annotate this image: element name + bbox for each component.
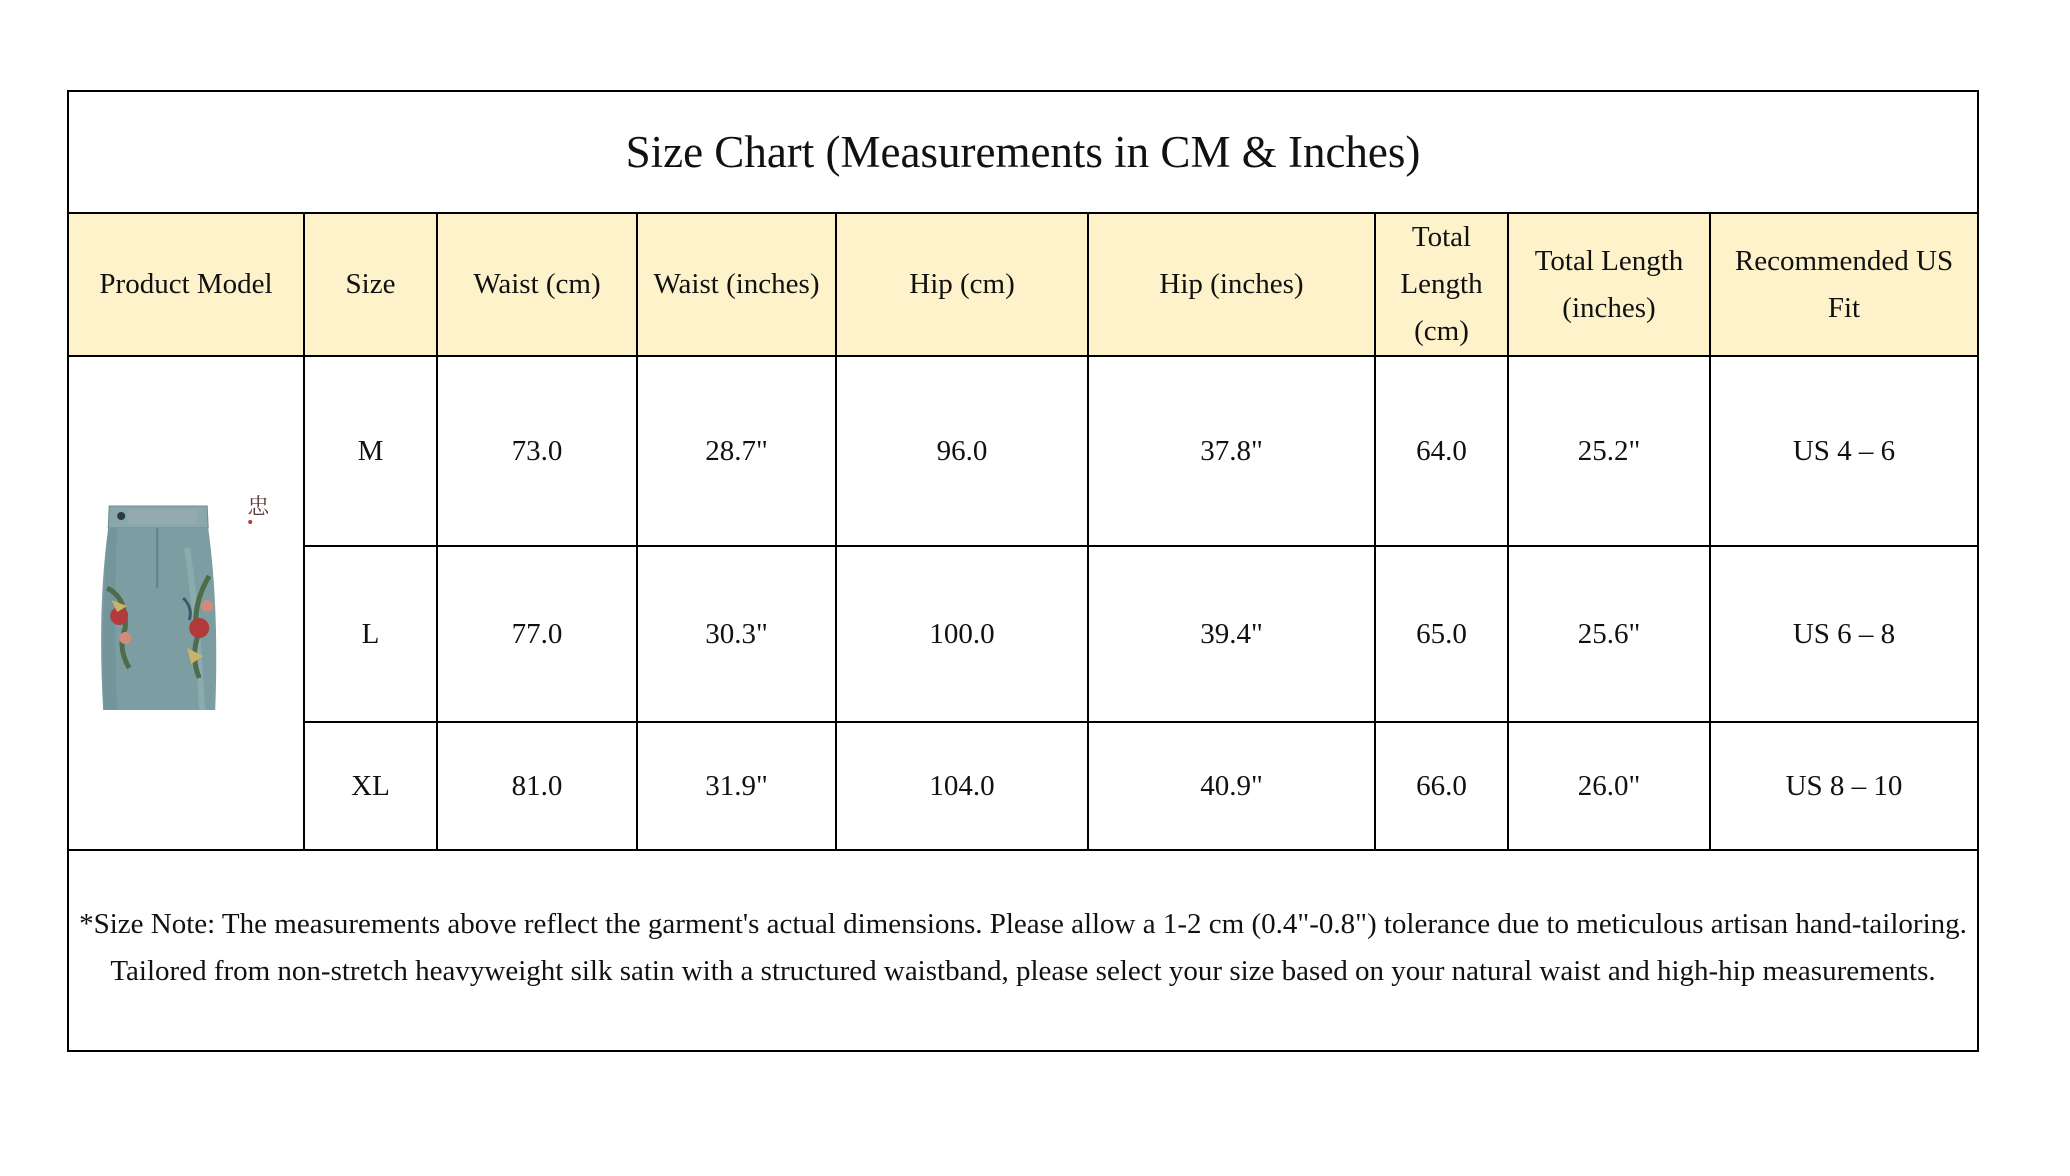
header-waist-cm: Waist (cm) xyxy=(437,214,637,356)
cell-size: M xyxy=(304,356,437,546)
chart-title: Size Chart (Measurements in CM & Inches) xyxy=(69,92,1977,214)
cell-size: L xyxy=(304,546,437,722)
cell-us-fit: US 4 – 6 xyxy=(1710,356,1977,546)
product-model-cell xyxy=(69,356,304,850)
cell-waist-inches: 30.3" xyxy=(637,546,836,722)
cell-waist-cm: 73.0 xyxy=(437,356,637,546)
header-hip-inches: Hip (inches) xyxy=(1088,214,1375,356)
header-product-model: Product Model xyxy=(69,214,304,356)
cell-hip-cm: 96.0 xyxy=(836,356,1088,546)
embroidered-skirt-icon xyxy=(87,488,277,718)
cell-waist-cm: 77.0 xyxy=(437,546,637,722)
header-size: Size xyxy=(304,214,437,356)
cell-size: XL xyxy=(304,722,437,850)
header-total-length-cm: Total Length (cm) xyxy=(1375,214,1508,356)
cell-hip-inches: 39.4" xyxy=(1088,546,1375,722)
cell-total-length-cm: 64.0 xyxy=(1375,356,1508,546)
size-chart xyxy=(67,90,1979,1052)
cell-total-length-cm: 65.0 xyxy=(1375,546,1508,722)
cell-total-length-inches: 25.6" xyxy=(1508,546,1710,722)
size-note: *Size Note: The measurements above reflect the garment's actual dimensions. Please allow a 1-2 cm (0.4"-0.8") tolerance due to meticulous artisan hand-tailoring. Tailored from non-stretch heavyweight silk satin with a structured waistband, please select your size based on your natural waist and high-hip measurements. xyxy=(79,908,1967,987)
cell-hip-cm: 104.0 xyxy=(836,722,1088,850)
header-total-length-inches: Total Length (inches) xyxy=(1508,214,1710,356)
header-waist-inches: Waist (inches) xyxy=(637,214,836,356)
cell-us-fit: US 6 – 8 xyxy=(1710,546,1977,722)
cell-waist-cm: 81.0 xyxy=(437,722,637,850)
cell-hip-inches: 37.8" xyxy=(1088,356,1375,546)
header-row xyxy=(69,214,1977,356)
cell-total-length-cm: 66.0 xyxy=(1375,722,1508,850)
cell-waist-inches: 28.7" xyxy=(637,356,836,546)
cell-hip-inches: 40.9" xyxy=(1088,722,1375,850)
size-table xyxy=(69,214,1977,851)
header-recommended-us-fit: Recommended US Fit xyxy=(1710,214,1977,356)
cell-total-length-inches: 26.0" xyxy=(1508,722,1710,850)
cell-us-fit: US 8 – 10 xyxy=(1710,722,1977,850)
cell-waist-inches: 31.9" xyxy=(637,722,836,850)
table-row xyxy=(69,546,1977,722)
table-row xyxy=(69,722,1977,850)
header-hip-cm: Hip (cm) xyxy=(836,214,1088,356)
table-row xyxy=(69,356,1977,546)
cell-hip-cm: 100.0 xyxy=(836,546,1088,722)
svg-text:忠: 忠 xyxy=(247,495,270,520)
cell-total-length-inches: 25.2" xyxy=(1508,356,1710,546)
